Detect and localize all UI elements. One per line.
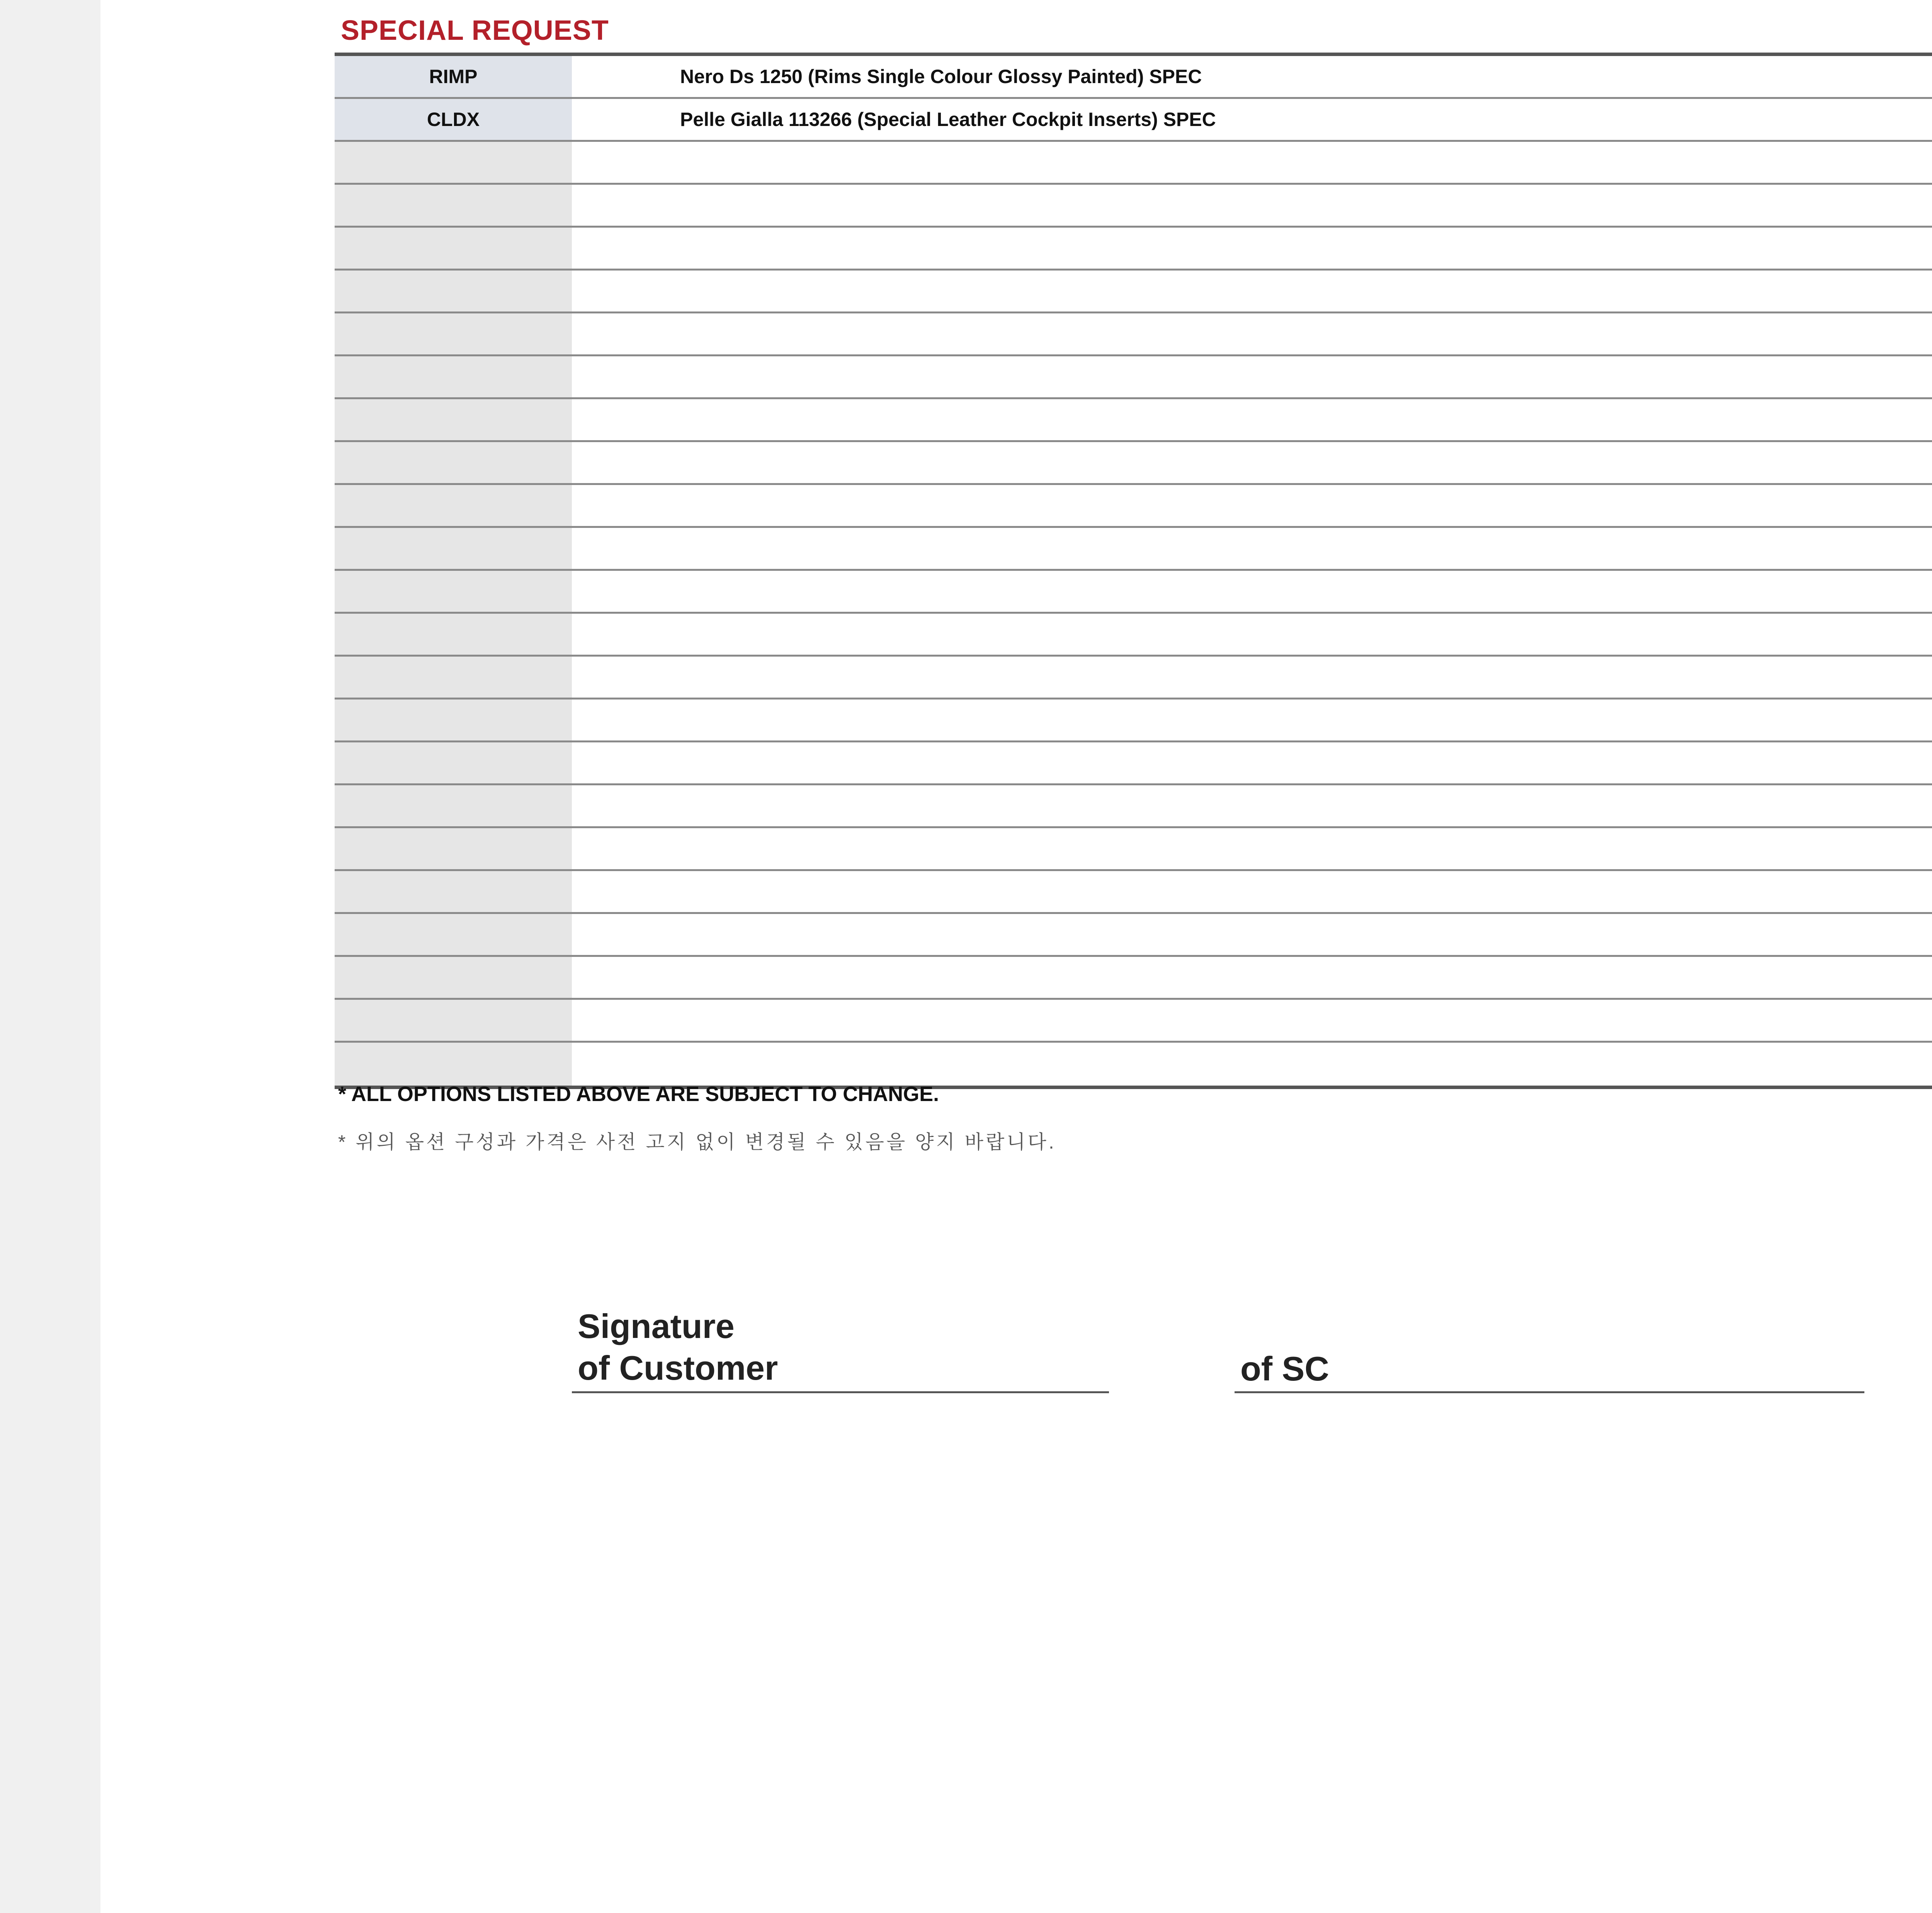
document-page [100, 0, 1932, 1913]
option-code [335, 914, 572, 955]
option-description [572, 271, 1932, 311]
table-row [335, 142, 1932, 185]
table-row [335, 914, 1932, 957]
option-code: CLDX [335, 99, 572, 140]
table-row [335, 571, 1932, 614]
option-code [335, 957, 572, 998]
table-row [335, 1043, 1932, 1086]
option-code [335, 142, 572, 183]
table-row [335, 185, 1932, 228]
special-request-table [335, 53, 1932, 1089]
option-code [335, 399, 572, 440]
customer-signature-label [578, 1305, 778, 1389]
option-description [572, 185, 1932, 226]
option-description [572, 313, 1932, 354]
table-row [335, 356, 1932, 399]
option-code [335, 785, 572, 826]
customer-signature-line2: of Customer [578, 1349, 778, 1387]
table-row [335, 871, 1932, 914]
option-code [335, 185, 572, 226]
table-row [335, 313, 1932, 356]
table-row [335, 957, 1932, 1000]
table-row [335, 271, 1932, 313]
option-code [335, 1043, 572, 1086]
option-description [572, 957, 1932, 998]
option-code [335, 657, 572, 698]
option-code [335, 528, 572, 569]
sc-signature-line[interactable] [1235, 1391, 1864, 1393]
option-description [572, 785, 1932, 826]
option-description [572, 614, 1932, 655]
option-description [572, 356, 1932, 397]
table-row [335, 828, 1932, 871]
option-description [572, 228, 1932, 269]
option-code [335, 271, 572, 311]
option-code [335, 228, 572, 269]
option-description [572, 528, 1932, 569]
customer-signature-line1: Signature [578, 1307, 735, 1345]
option-code [335, 700, 572, 740]
table-row [335, 442, 1932, 485]
option-code [335, 828, 572, 869]
table-row [335, 228, 1932, 271]
option-code [335, 871, 572, 912]
table-row [335, 485, 1932, 528]
option-description [572, 914, 1932, 955]
option-code [335, 356, 572, 397]
table-row [335, 614, 1932, 657]
option-code [335, 313, 572, 354]
change-notice-english: * ALL OPTIONS LISTED ABOVE ARE SUBJECT TO CHANGE. [338, 1082, 939, 1106]
option-code [335, 1000, 572, 1041]
table-row [335, 700, 1932, 742]
option-description [572, 742, 1932, 783]
option-description [572, 700, 1932, 740]
option-description [572, 657, 1932, 698]
option-code [335, 485, 572, 526]
option-code [335, 742, 572, 783]
table-row [335, 742, 1932, 785]
table-row [335, 785, 1932, 828]
change-notice-korean: * 위의 옵션 구성과 가격은 사전 고지 없이 변경될 수 있음을 양지 바랍니다. [338, 1131, 1056, 1153]
table-row [335, 528, 1932, 571]
option-code: RIMP [335, 56, 572, 97]
option-description: Pelle Gialla 113266 (Special Leather Cockpit Inserts) SPEC [572, 99, 1932, 140]
option-description [572, 871, 1932, 912]
option-description: Nero Ds 1250 (Rims Single Colour Glossy Painted) SPEC [572, 56, 1932, 97]
option-description [572, 442, 1932, 483]
option-description [572, 828, 1932, 869]
option-description [572, 485, 1932, 526]
option-description [572, 571, 1932, 612]
table-row [335, 399, 1932, 442]
table-row [335, 1000, 1932, 1043]
table-row [335, 99, 1932, 142]
sc-signature-label: of SC [1240, 1350, 1329, 1388]
option-code [335, 442, 572, 483]
option-code [335, 571, 572, 612]
section-title: SPECIAL REQUEST [341, 15, 609, 46]
table-row [335, 56, 1932, 99]
customer-signature-line[interactable] [572, 1391, 1109, 1393]
option-description [572, 1000, 1932, 1041]
option-code [335, 614, 572, 655]
option-description [572, 1043, 1932, 1086]
option-description [572, 142, 1932, 183]
option-description [572, 399, 1932, 440]
table-row [335, 657, 1932, 700]
